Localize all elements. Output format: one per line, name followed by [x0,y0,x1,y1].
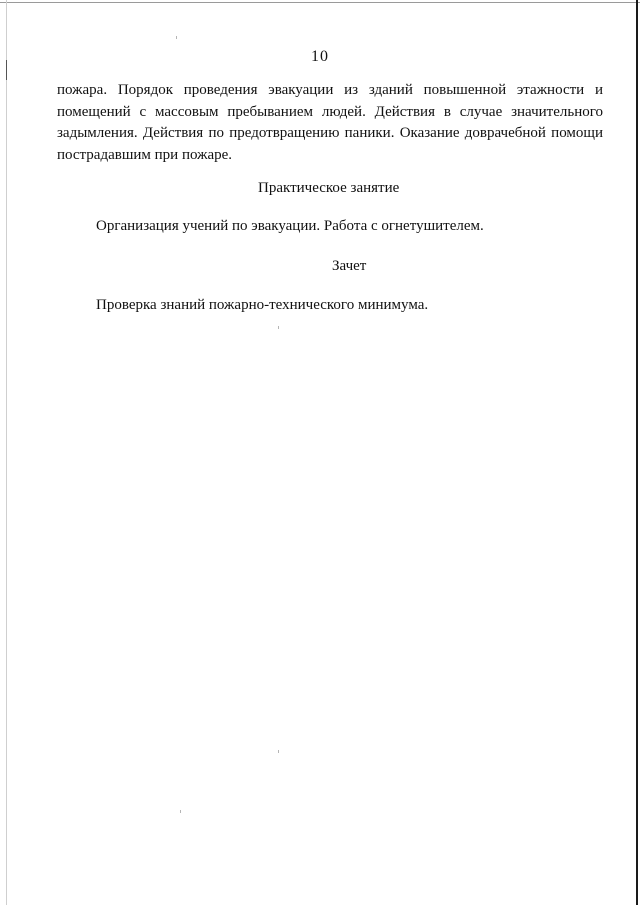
test-text: Проверка знаний пожарно-технического минимума. [96,297,429,313]
scan-edge-top [0,2,640,3]
scan-edge-right [636,0,638,905]
scan-speck [278,750,279,753]
test-heading: Зачет [332,258,367,274]
intro-line-2: помещений с массовым пребыванием людей. Действия в случае значительного [57,103,603,120]
intro-line-3: задымления. Действия по предотвращению паники. Оказание доврачебной помощи [57,125,603,141]
intro-line-1: пожара. Порядок проведения эвакуации из зданий повышенной этажности и [57,82,603,98]
scan-speck [176,36,177,39]
practical-heading: Практическое занятие [258,180,400,196]
scan-speck [180,810,181,813]
intro-paragraph [57,80,603,166]
practical-text: Организация учений по эвакуации. Работа с огнетушителем. [96,218,484,234]
intro-line-4: пострадавшим при пожаре. [57,146,233,163]
page-number: 10 [311,48,329,65]
scan-edge-left [6,0,7,905]
scan-speck [278,326,279,329]
